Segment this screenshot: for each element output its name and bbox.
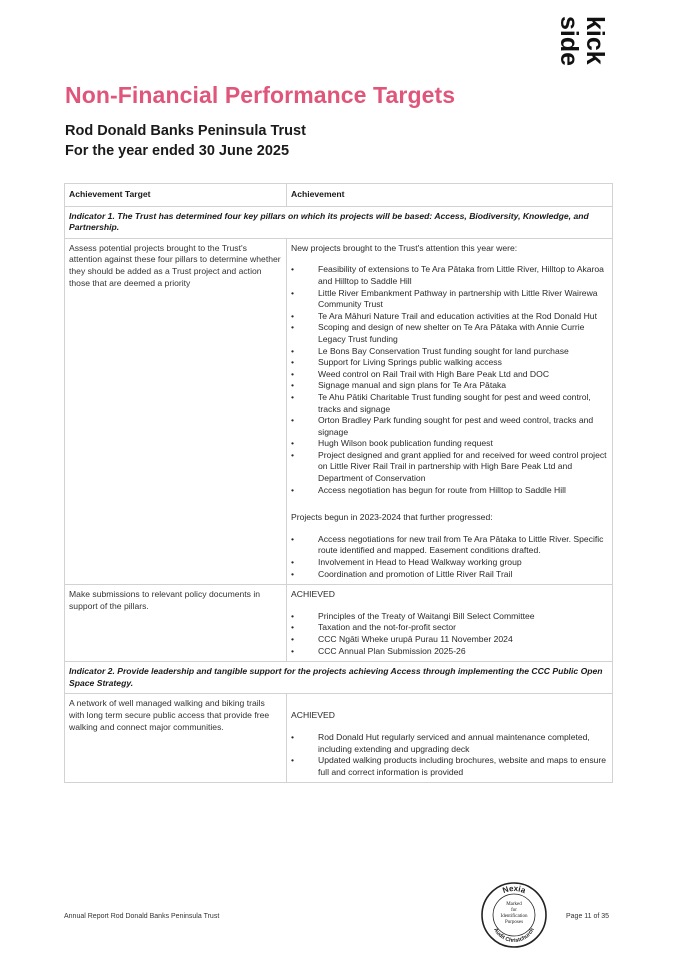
list-item: • CCC Ngāti Wheke urupā Purau 11 November 2024 [291, 634, 608, 646]
table-row [65, 585, 613, 662]
stamp-top-text: Nexia [501, 883, 527, 896]
stamp-line-1: Marked [506, 902, 522, 907]
page-number: Page 11 of 35 [566, 913, 610, 920]
achievement-target-cell: Assess potential projects brought to the Trust's attention against these four pillars to determine whether they should be added as a Trust project and action those that are deemed a priority [65, 238, 287, 584]
achievement-status: ACHIEVED [291, 589, 335, 600]
achievement-list [291, 611, 608, 657]
reporting-period: For the year ended 30 June 2025 [65, 143, 290, 159]
achievement-list [291, 732, 608, 778]
achievement-cell [287, 585, 613, 662]
list-item: • Rod Donald Hut regularly serviced and annual maintenance completed, including extending and upgrading deck [291, 732, 608, 755]
achievement-cell [287, 238, 613, 584]
logo-text-side: side [555, 16, 583, 67]
list-item: • Access negotiations for new trail from Te Ara Pātaka to Little River. Specific route identified and mapped. Easement conditions drafted. [291, 534, 608, 557]
list-item: • Project designed and grant applied for and received for weed control project on Little River Rail Trail in partnership with High Bare Peak Ltd and Department of Conservation [291, 450, 608, 485]
list-item: • Involvement in Head to Head Walkway working group [291, 557, 608, 569]
list-item: • Te Ara Māhuri Nature Trail and education activities at the Rod Donald Hut [291, 311, 608, 323]
column-header-achievement: Achievement [287, 184, 613, 207]
achievement-intro: New projects brought to the Trust's attention this year were: [291, 242, 518, 253]
list-item: • Support for Living Springs public walking access [291, 357, 608, 369]
table-row [65, 694, 613, 783]
achievement-target-cell: A network of well managed walking and biking trails with long term secure public access that provide free walking and connect major communities. [65, 694, 287, 783]
footer-report-name: Annual Report Rod Donald Banks Peninsula Trust [64, 913, 220, 920]
list-item: • Updated walking products including brochures, website and maps to ensure full and correct information is provided [291, 755, 608, 778]
achievement-status: ACHIEVED [291, 710, 335, 721]
table-row [65, 238, 613, 584]
indicator-row [65, 206, 613, 238]
list-item: • Coordination and promotion of Little River Rail Trail [291, 569, 608, 581]
list-item: • Access negotiation has begun for route from Hilltop to Saddle Hill [291, 485, 608, 497]
list-item: • Scoping and design of new shelter on Te Ara Pātaka with Annie Currie Legacy Trust funding [291, 322, 608, 345]
achievement-intro-2: Projects begun in 2023-2024 that further progressed: [291, 512, 493, 523]
achievement-target-cell: Make submissions to relevant policy documents in support of the pillars. [65, 585, 287, 662]
achievement-list [291, 264, 608, 496]
page-subtitle [65, 121, 306, 161]
stamp-line-2: for [511, 908, 517, 913]
stamp-line-4: Purposes [504, 920, 524, 925]
table-header-row [65, 184, 613, 207]
list-item: • CCC Annual Plan Submission 2025-26 [291, 646, 608, 658]
list-item: • Le Bons Bay Conservation Trust funding sought for land purchase [291, 346, 608, 358]
indicator-2-text: Indicator 2. Provide leadership and tangible support for the projects achieving Access through implementing the CCC Public Open Space Strategy. [65, 662, 613, 694]
indicator-1-text: Indicator 1. The Trust has determined four key pillars on which its projects will be based: Access, Biodiversity, Knowledge, and Partnership. [65, 206, 613, 238]
list-item: • Taxation and the not-for-profit sector [291, 622, 608, 634]
kickside-logo-icon [553, 14, 613, 80]
page-title: Non-Financial Performance Targets [65, 82, 456, 108]
performance-targets-table [64, 183, 613, 783]
list-item: • Little River Embankment Pathway in partnership with Little River Wairewa Community Trust [291, 288, 608, 311]
stamp-line-3: Identification [500, 914, 528, 919]
logo-text-kick: kick [581, 16, 609, 65]
list-item: • Hugh Wilson book publication funding request [291, 438, 608, 450]
column-header-target: Achievement Target [65, 184, 287, 207]
list-item: • Weed control on Rail Trail with High Bare Peak Ltd and DOC [291, 369, 608, 381]
achievement-list-2 [291, 534, 608, 580]
stamp-bottom-text: Audit Christchurch [492, 927, 536, 945]
organisation-name: Rod Donald Banks Peninsula Trust [65, 123, 306, 139]
achievement-cell [287, 694, 613, 783]
indicator-row [65, 662, 613, 694]
list-item: • Feasibility of extensions to Te Ara Pātaka from Little River, Hilltop to Akaroa and Hilltop to Saddle Hill [291, 264, 608, 287]
list-item: • Te Ahu Pātiki Charitable Trust funding sought for pest and weed control, tracks and signage [291, 392, 608, 415]
list-item: • Orton Bradley Park funding sought for pest and weed control, tracks and signage [291, 415, 608, 438]
list-item: • Principles of the Treaty of Waitangi Bill Select Committee [291, 611, 608, 623]
list-item: • Signage manual and sign plans for Te Ara Pātaka [291, 380, 608, 392]
nexia-stamp-icon [479, 880, 549, 950]
